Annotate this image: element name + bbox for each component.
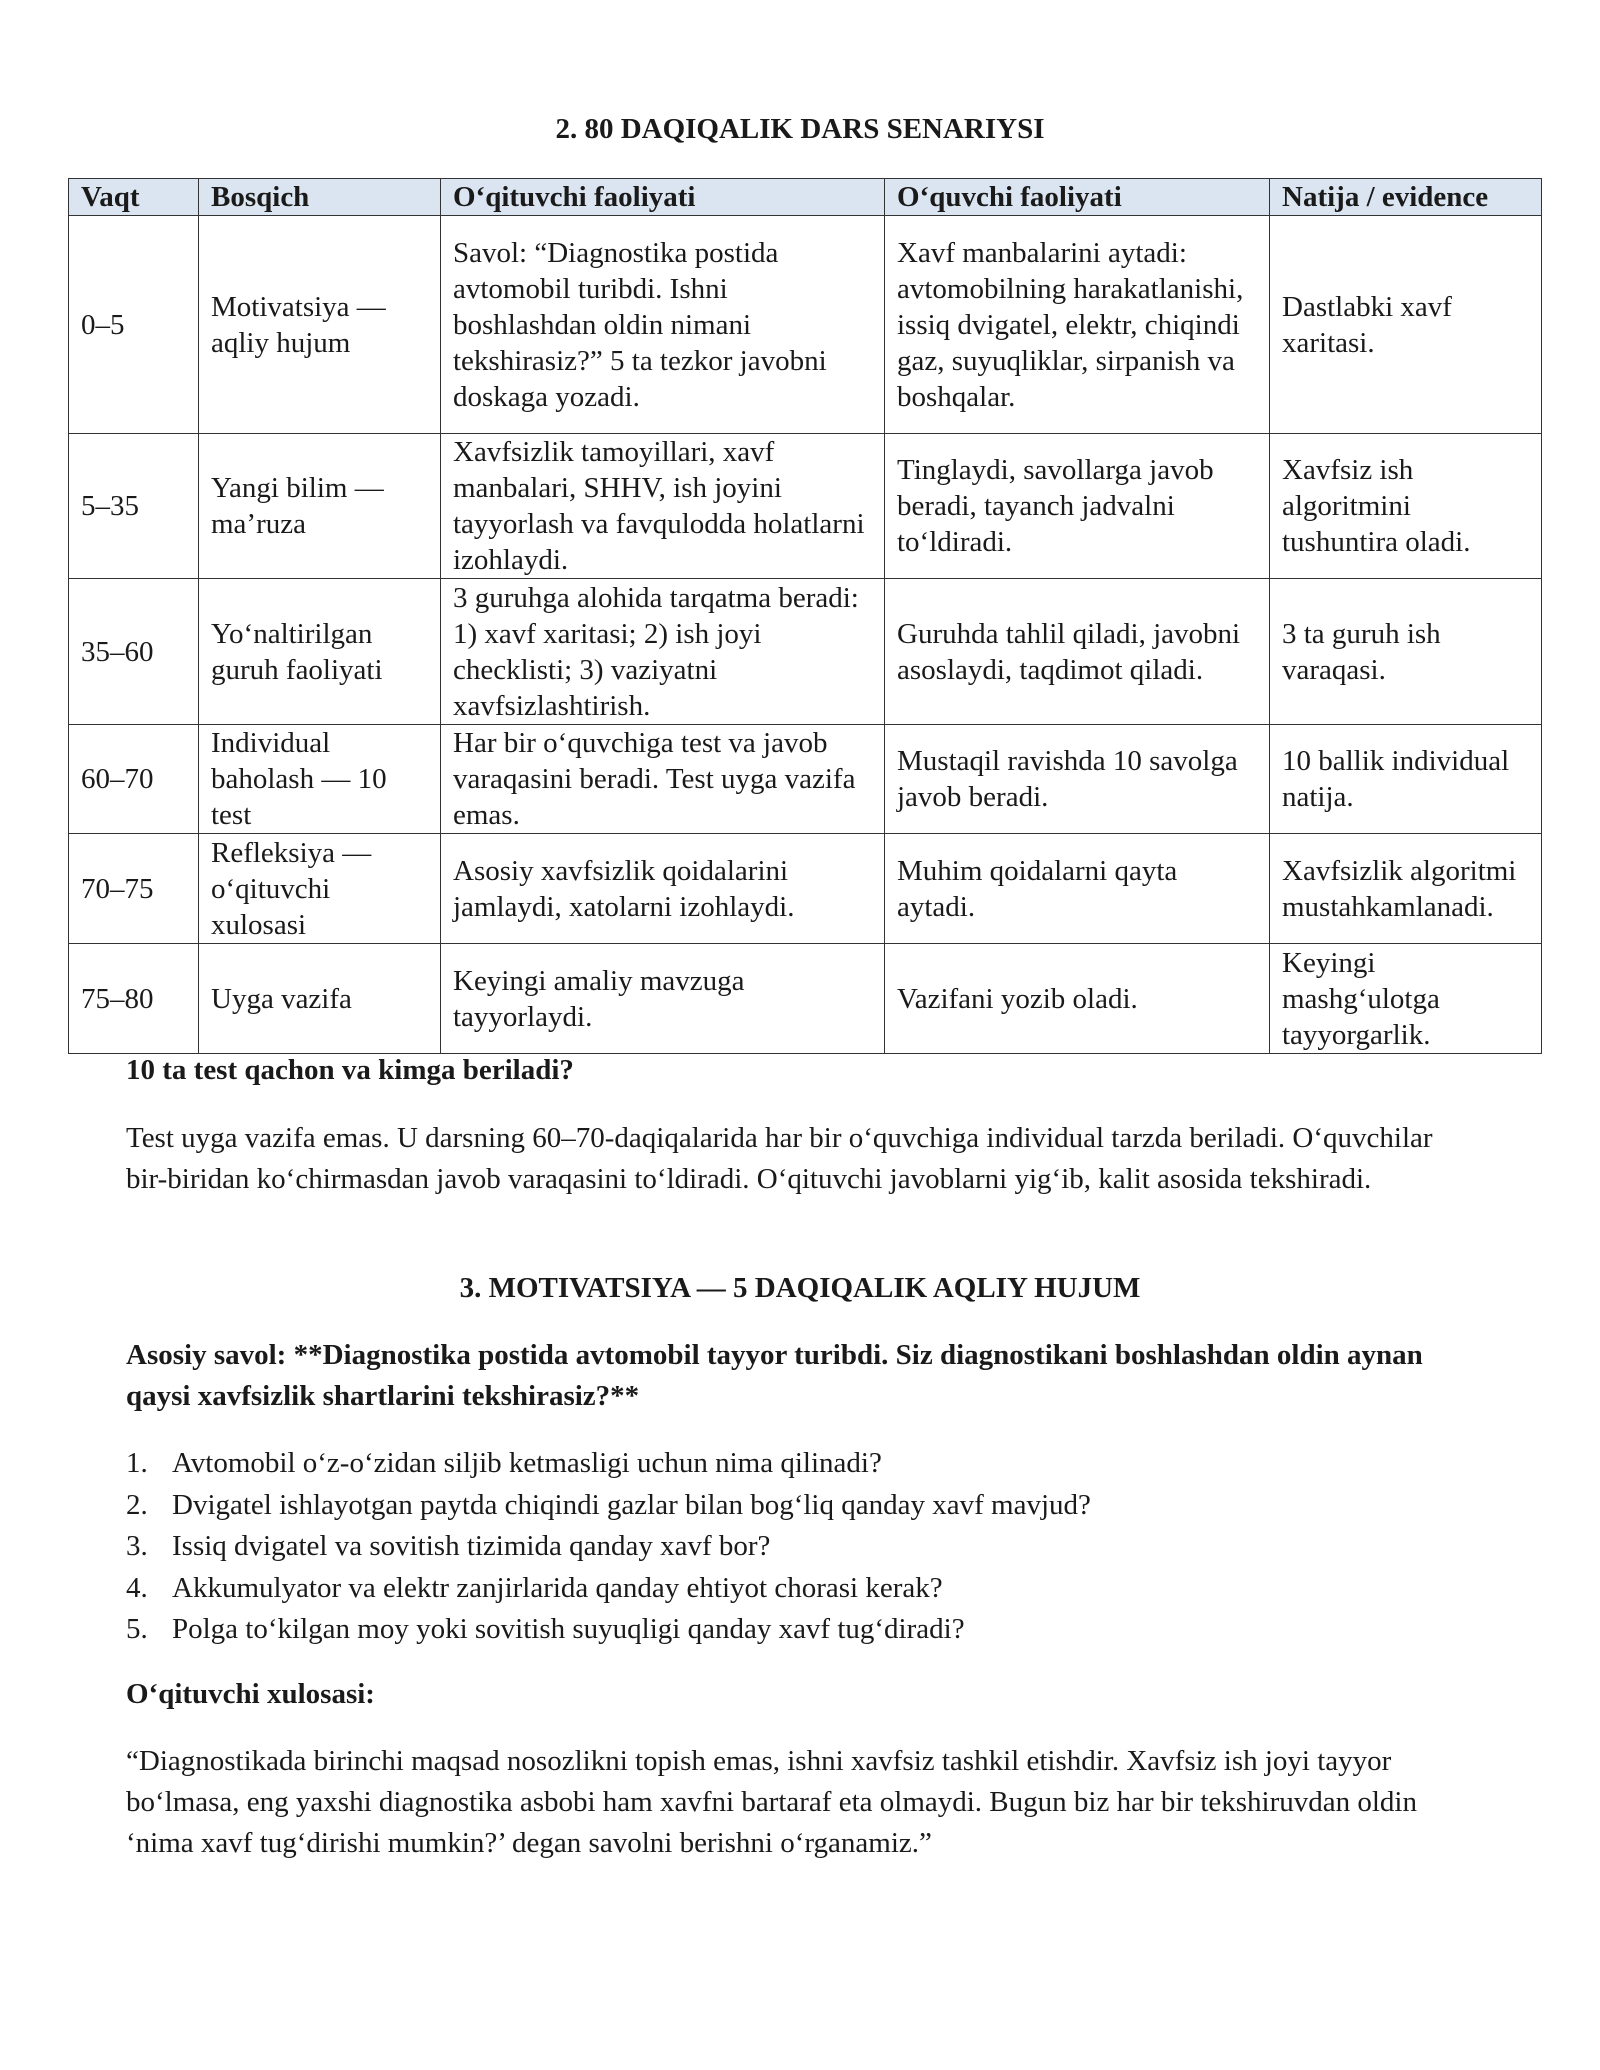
cell-result: 3 ta guruh ish varaqasi.	[1270, 579, 1542, 725]
column-header-student-activity: O‘quvchi faoliyati	[885, 179, 1270, 216]
lesson-scenario-table	[68, 178, 1542, 1054]
cell-teacher-activity: Keyingi amaliy mavzuga tayyorlaydi.	[441, 944, 885, 1054]
teacher-conclusion-text: “Diagnostikada birinchi maqsad nosozlikni topish emas, ishni xavfsiz tashkil etishdir. Xavfsiz ish joyi tayyor bo‘lmasa, eng yaxshi diagnostika asbobi ham xavfni bartaraf eta olmaydi. Bugun biz har bir tekshiruvdan oldin ‘nima xavf tug‘dirishi mumkin?’ degan savolni berishni o‘rganamiz.”	[126, 1745, 1417, 1859]
cell-time: 70–75	[69, 834, 199, 944]
main-question: Asosiy savol: **Diagnostika postida avtomobil tayyor turibdi. Siz diagnostikani boshlashdan oldin aynan qaysi xavfsizlik shartlarini tekshirasiz?**	[126, 1339, 1423, 1412]
column-header-teacher-activity: O‘qituvchi faoliyati	[441, 179, 885, 216]
cell-student-activity: Vazifani yozib oladi.	[885, 944, 1270, 1054]
list-item	[126, 1609, 1456, 1651]
section-title-motivation: 3. MOTIVATSIYA — 5 DAQIQALIK AQLIY HUJUM	[459, 1272, 1141, 1304]
cell-stage: Refleksiya — o‘qituvchi xulosasi	[199, 834, 441, 944]
cell-student-activity: Mustaqil ravishda 10 savolga javob beradi.	[885, 725, 1270, 834]
table-row	[69, 834, 1542, 944]
cell-teacher-activity: Har bir o‘quvchiga test va javob varaqasini beradi. Test uyga vazifa emas.	[441, 725, 885, 834]
cell-stage: Uyga vazifa	[199, 944, 441, 1054]
table-header-row	[69, 179, 1542, 216]
cell-time: 0–5	[69, 216, 199, 434]
list-item-text: Issiq dvigatel va sovitish tizimida qanday xavf bor?	[172, 1530, 771, 1562]
list-item-number: 2.	[126, 1488, 148, 1521]
list-item-text: Dvigatel ishlayotgan paytda chiqindi gazlar bilan bog‘liq qanday xavf mavjud?	[172, 1488, 1091, 1521]
brainstorm-question-list	[126, 1443, 1456, 1651]
list-item	[126, 1568, 1456, 1610]
column-header-time: Vaqt	[69, 179, 199, 216]
list-item	[126, 1526, 1456, 1568]
cell-student-activity: Tinglaydi, savollarga javob beradi, tayanch jadvalni to‘ldiradi.	[885, 434, 1270, 579]
cell-teacher-activity: 3 guruhga alohida tarqatma beradi: 1) xavf xaritasi; 2) ish joyi checklisti; 3) vaziyatni xavfsizlashtirish.	[441, 579, 885, 725]
list-item-number: 4.	[126, 1571, 148, 1604]
table-row	[69, 944, 1542, 1054]
cell-stage: Yangi bilim — ma’ruza	[199, 434, 441, 579]
cell-time: 75–80	[69, 944, 199, 1054]
cell-result: Xavfsiz ish algoritmini tushuntira oladi.	[1270, 434, 1542, 579]
column-header-result: Natija / evidence	[1270, 179, 1542, 216]
cell-teacher-activity: Asosiy xavfsizlik qoidalarini jamlaydi, xatolarni izohlaydi.	[441, 834, 885, 944]
cell-teacher-activity: Xavfsizlik tamoyillari, xavf manbalari, SHHV, ish joyini tayyorlash va favqulodda holatlarni izohlaydi.	[441, 434, 885, 579]
list-item-number: 5.	[126, 1613, 148, 1645]
table-row	[69, 434, 1542, 579]
cell-result: Dastlabki xavf xaritasi.	[1270, 216, 1542, 434]
cell-teacher-activity: Savol: “Diagnostika postida avtomobil turibdi. Ishni boshlashdan oldin nimani tekshirasiz?” 5 ta tezkor javobni doskaga yozadi.	[441, 216, 885, 434]
cell-time: 60–70	[69, 725, 199, 834]
test-faq-heading: 10 ta test qachon va kimga beriladi?	[126, 1054, 574, 1086]
section-title-lesson-scenario: 2. 80 DAQIQALIK DARS SENARIYSI	[555, 113, 1045, 145]
column-header-stage: Bosqich	[199, 179, 441, 216]
teacher-conclusion-heading: O‘qituvchi xulosasi:	[126, 1678, 375, 1710]
list-item-number: 3.	[126, 1530, 148, 1562]
list-item	[126, 1485, 1456, 1527]
list-item-text: Akkumulyator va elektr zanjirlarida qanday ehtiyot chorasi kerak?	[172, 1571, 943, 1604]
cell-stage: Yo‘naltirilgan guruh faoliyati	[199, 579, 441, 725]
cell-stage: Motivatsiya — aqliy hujum	[199, 216, 441, 434]
cell-time: 5–35	[69, 434, 199, 579]
cell-result: 10 ballik individual natija.	[1270, 725, 1542, 834]
list-item-text: Avtomobil o‘z-o‘zidan siljib ketmasligi uchun nima qilinadi?	[172, 1447, 882, 1479]
list-item-text: Polga to‘kilgan moy yoki sovitish suyuqligi qanday xavf tug‘diradi?	[172, 1613, 965, 1645]
cell-stage: Individual baholash — 10 test	[199, 725, 441, 834]
cell-time: 35–60	[69, 579, 199, 725]
list-item	[126, 1443, 1456, 1485]
cell-student-activity: Xavf manbalarini aytadi: avtomobilning harakatlanishi, issiq dvigatel, elektr, chiqindi gaz, suyuqliklar, sirpanish va boshqalar.	[885, 216, 1270, 434]
cell-result: Xavfsizlik algoritmi mustahkamlanadi.	[1270, 834, 1542, 944]
list-item-number: 1.	[126, 1447, 148, 1479]
cell-student-activity: Guruhda tahlil qiladi, javobni asoslaydi, taqdimot qiladi.	[885, 579, 1270, 725]
table-row	[69, 216, 1542, 434]
cell-student-activity: Muhim qoidalarni qayta aytadi.	[885, 834, 1270, 944]
test-faq-answer: Test uyga vazifa emas. U darsning 60–70-daqiqalarida har bir o‘quvchiga individual tarzda beriladi. O‘quvchilar bir-biridan ko‘chirmasdan javob varaqasini to‘ldiradi. O‘qituvchi javoblarni yig‘ib, kalit asosida tekshiradi.	[126, 1122, 1433, 1195]
cell-result: Keyingi mashg‘ulotga tayyorgarlik.	[1270, 944, 1542, 1054]
table-row	[69, 579, 1542, 725]
table-row	[69, 725, 1542, 834]
